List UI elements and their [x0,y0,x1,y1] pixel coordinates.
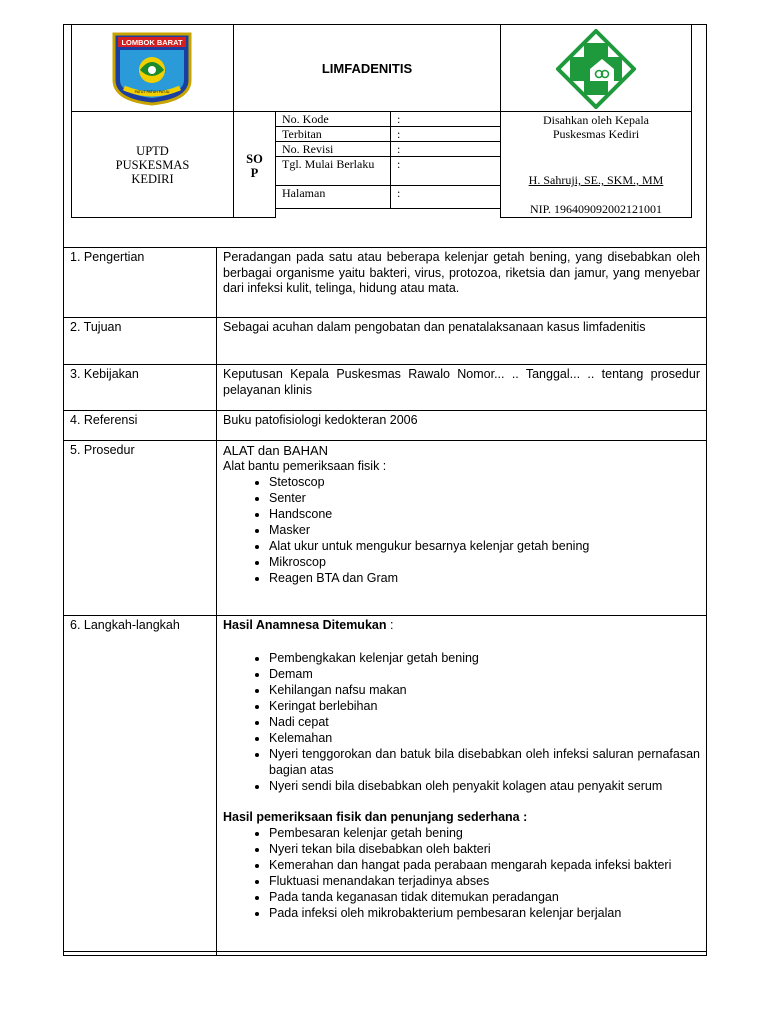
section-content-langkah [217,616,707,956]
lombok-barat-emblem [110,30,194,106]
meta-label: Terbitan [276,127,391,142]
sop-label-2: P [250,166,259,180]
signer-name: H. Sahruji, SE., SKM., MM [528,173,664,187]
sop-cell [233,111,276,218]
list-item: • Nyeri tekan bila disebabkan oleh bakteri [269,841,700,857]
section-label: 3. Kebijakan [64,365,217,411]
meta-value: : [391,142,501,157]
sop-label-1: SO [246,152,263,166]
anamnesa-heading [223,618,700,634]
anamnesa-list [223,650,700,794]
meta-value: : [391,186,501,209]
meta-row [276,127,501,142]
prosedur-heading: ALAT dan BAHAN [223,443,329,458]
list-item: • Pembengkakan kelenjar getah bening [269,650,700,666]
list-item: • Nadi cepat [269,714,700,730]
org-line-2: PUSKESMAS [115,158,190,172]
meta-label: No. Revisi [276,142,391,157]
approval-cell [500,111,692,218]
meta-label: Halaman [276,186,391,209]
list-item: • Kelemahan [269,730,700,746]
section-row-referensi [64,411,707,441]
signer-nip: NIP. 196409092002121001 [529,202,662,216]
org-line-3: KEDIRI [131,172,174,186]
prosedur-intro: Alat bantu pemeriksaan fisik : [223,458,387,473]
logo-text-bottom: PATUT PATUH PATJU [134,90,170,94]
section-row-tujuan [64,318,707,365]
list-item: • Keringat berlebihan [269,698,700,714]
list-item: • Alat ukur untuk mengukur besarnya kelenjar getah bening [269,538,700,554]
section-text: Keputusan Kepala Puskesmas Rawalo Nomor... .. Tanggal... .. tentang prosedur pelayanan klinis [217,365,707,411]
meta-value: : [391,112,501,127]
puskesmas-logo-icon [556,29,636,109]
document-meta-table [275,111,501,209]
list-item: • Masker [269,522,700,538]
section-row-pengertian [64,248,707,318]
list-item: • Reagen BTA dan Gram [269,570,700,586]
list-item: • Pada infeksi oleh mikrobakterium pembesaran kelenjar berjalan [269,905,700,921]
puskesmas-logo-cell [500,24,692,112]
sop-header [71,24,692,218]
section-text: Buku patofisiologi kedokteran 2006 [217,411,707,441]
list-item: • Stetoscop [269,474,700,490]
meta-row [276,142,501,157]
section-label: 5. Prosedur [64,441,217,616]
section-label: 4. Referensi [64,411,217,441]
anamnesa-suffix: : [386,618,394,632]
org-cell [71,111,234,218]
title-cell [233,24,501,112]
meta-row [276,112,501,127]
approval-line-1: Disahkan oleh Kepala [543,113,649,127]
fisik-list [223,825,700,921]
fisik-title: Hasil pemeriksaan fisik dan penunjang sederhana : [223,809,528,824]
list-item: • Nyeri sendi bila disebabkan oleh penyakit kolagen atau penyakit serum [269,778,700,794]
list-item: • Demam [269,666,700,682]
list-item: • Kemerahan dan hangat pada perabaan mengarah kepada infeksi bakteri [269,857,700,873]
section-text: Sebagai acuhan dalam pengobatan dan penatalaksanaan kasus limfadenitis [217,318,707,365]
org-line-1: UPTD [136,144,169,158]
list-item: • Senter [269,490,700,506]
list-item: • Kehilangan nafsu makan [269,682,700,698]
sop-content-table [63,247,707,956]
equipment-list [223,474,700,586]
section-row-kebijakan [64,365,707,411]
section-content-prosedur [217,441,707,616]
list-item: • Pada tanda keganasan tidak ditemukan peradangan [269,889,700,905]
list-item: • Fluktuasi menandakan terjadinya abses [269,873,700,889]
section-label: 1. Pengertian [64,248,217,318]
section-label: 6. Langkah-langkah [64,616,217,956]
doc-title: LIMFADENITIS [321,61,413,76]
section-row-prosedur [64,441,707,616]
section-text: Peradangan pada satu atau beberapa kelenjar getah bening, yang disebabkan oleh berbagai organisme yaitu bakteri, virus, protozoa, riketsia dan jamur, yang menyebar dari infeksi kulit, telinga, hidung atau mata. [217,248,707,318]
section-label: 2. Tujuan [64,318,217,365]
logo-text-top: LOMBOK BARAT [121,38,183,47]
meta-label: Tgl. Mulai Berlaku [276,157,391,186]
meta-value: : [391,157,501,186]
meta-value: : [391,127,501,142]
meta-row [276,157,501,186]
list-item: • Handscone [269,506,700,522]
list-item: • Pembesaran kelenjar getah bening [269,825,700,841]
section-row-langkah [64,616,707,956]
list-item: • Nyeri tenggorokan dan batuk bila disebabkan oleh infeksi saluran pernafasan bagian atas [269,746,700,778]
meta-label: No. Kode [276,112,391,127]
logo-cell [71,24,234,112]
anamnesa-title: Hasil Anamnesa Ditemukan [223,618,387,632]
list-item: • Mikroscop [269,554,700,570]
meta-row [276,186,501,209]
approval-line-2: Puskesmas Kediri [552,127,640,141]
